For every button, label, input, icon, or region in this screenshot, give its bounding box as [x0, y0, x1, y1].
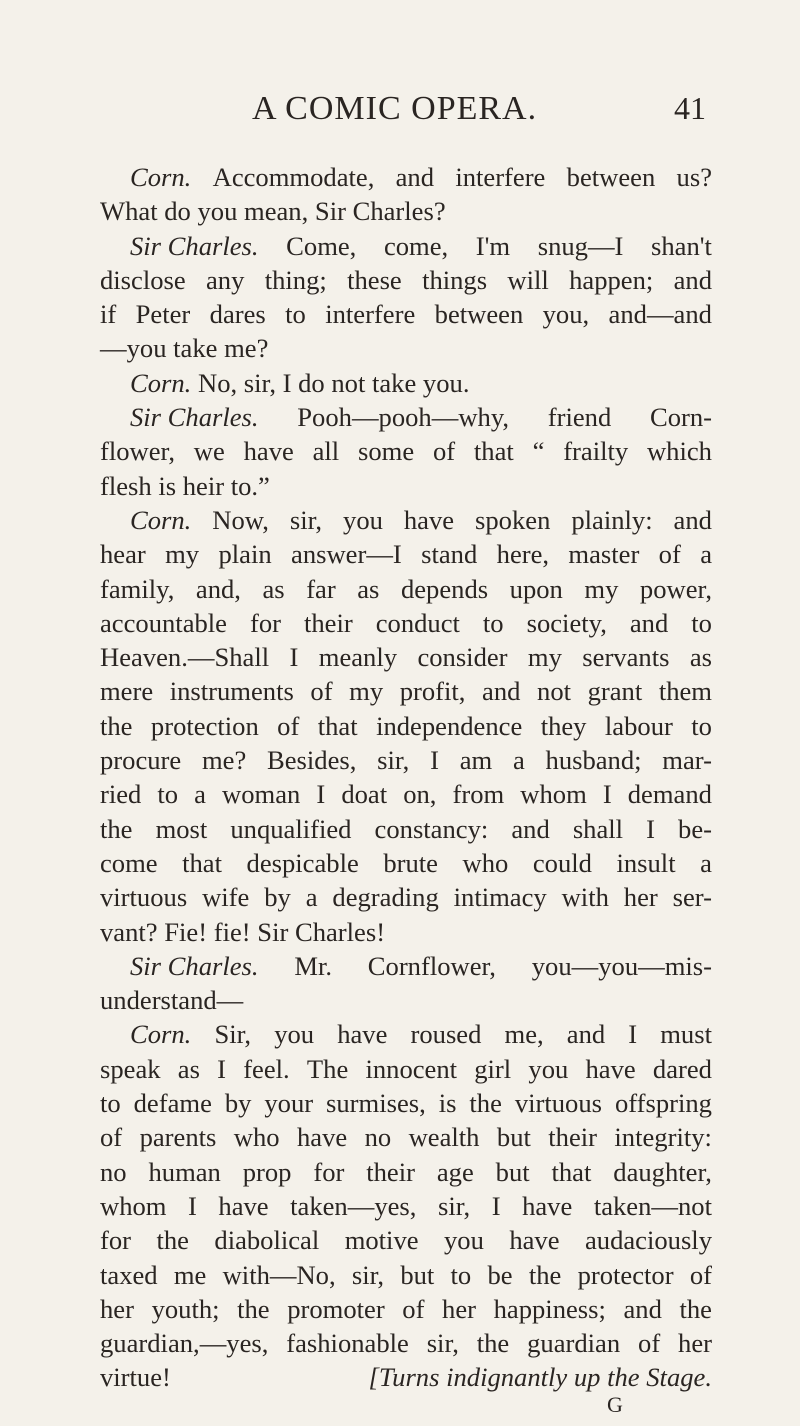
word: insult [616, 847, 676, 878]
word: not [537, 676, 571, 707]
word: sir, [351, 1259, 385, 1290]
text-line [100, 1017, 712, 1051]
word: and [623, 1293, 662, 1324]
word: mar- [662, 745, 712, 776]
word: her [100, 1293, 134, 1324]
text-line [100, 1155, 712, 1189]
word: the [156, 1225, 189, 1256]
word: who [233, 1122, 280, 1153]
word: sir, [377, 745, 410, 776]
word: youth; [151, 1293, 220, 1324]
word: have [243, 436, 294, 467]
text-line [100, 640, 712, 674]
word: Corn- [649, 402, 712, 433]
stage-direction: [Turns indignantly up the Stage. [368, 1362, 712, 1393]
word: their [366, 1156, 415, 1187]
word: your [264, 1088, 314, 1119]
word: between [566, 162, 656, 192]
line-text: What do you mean, Sir Charles? [100, 196, 446, 227]
text-line [100, 366, 712, 400]
word: depends [400, 573, 489, 604]
word: the [237, 1293, 270, 1324]
word: these [347, 264, 402, 295]
word: of [277, 710, 300, 741]
word: age [436, 1156, 474, 1187]
word: come, [383, 230, 449, 261]
word: I [316, 779, 326, 810]
word: sir, [437, 1190, 471, 1221]
word: that [473, 436, 514, 467]
word: am [459, 745, 493, 776]
word: if [100, 299, 117, 330]
text-line [100, 194, 712, 228]
speaker-name: Corn. [130, 162, 192, 192]
word: but [495, 1156, 530, 1187]
word: demand [627, 779, 712, 810]
word: conduct [375, 607, 460, 638]
word: Peter [135, 299, 191, 330]
word: here, [496, 539, 550, 570]
text-line [100, 229, 712, 263]
word: of [402, 1293, 425, 1324]
word: have [218, 1190, 269, 1221]
word: my [584, 573, 619, 604]
word: plainly: [571, 504, 653, 535]
word: her [623, 882, 658, 913]
word: and [395, 162, 435, 192]
word: all [312, 436, 340, 467]
word: by [224, 1088, 252, 1119]
word: her [678, 1328, 712, 1359]
word: whom [520, 779, 587, 810]
word: to [482, 607, 504, 638]
text-line [100, 709, 712, 743]
word: friend [547, 402, 612, 433]
speaker-name: Corn. [130, 504, 192, 535]
word: The [306, 1053, 349, 1084]
word: me? [201, 745, 247, 776]
word: I [646, 813, 655, 844]
word: prop [242, 1156, 292, 1187]
word: but [496, 1122, 531, 1153]
page-number: 41 [674, 90, 706, 126]
word: protection [150, 710, 259, 741]
word: girl [474, 1053, 512, 1084]
word: upon [509, 573, 563, 604]
word: Accommodate, [212, 162, 375, 192]
word: come [100, 847, 158, 878]
word: a [700, 539, 712, 570]
text-line [100, 1189, 712, 1223]
word: surmises, [326, 1088, 426, 1119]
text-line [100, 434, 712, 468]
word: procure [100, 745, 182, 776]
word: Cornflower, [367, 950, 496, 981]
word: and [673, 504, 712, 535]
speaker-name: Sir Charles. [130, 402, 259, 433]
text-line [100, 537, 712, 571]
word: dared [652, 1053, 712, 1084]
word: plain [218, 539, 272, 570]
word: dares [209, 299, 266, 330]
word: doat [341, 779, 388, 810]
word: grant [587, 676, 643, 707]
word: and [482, 676, 521, 707]
word: for [100, 1225, 132, 1256]
word: my [349, 676, 384, 707]
word: taxed [100, 1259, 158, 1290]
word: be [487, 1259, 513, 1290]
text-line [100, 1258, 712, 1292]
word: protector [577, 1259, 674, 1290]
text-line [100, 1086, 712, 1120]
word: any [206, 264, 245, 295]
word: me [173, 1259, 207, 1290]
word: wealth [408, 1122, 480, 1153]
word: of [658, 539, 681, 570]
word: happiness; [493, 1293, 606, 1324]
text-line [100, 880, 712, 914]
word: fashionable [286, 1328, 409, 1359]
text-line [100, 743, 712, 777]
speaker-name: Sir Charles. [130, 230, 259, 261]
word: sir, [289, 504, 323, 535]
text-line [100, 503, 712, 537]
word: a [305, 882, 318, 913]
text-line [100, 1292, 712, 1326]
word: for [313, 1156, 345, 1187]
word: from [452, 779, 505, 810]
word: as [262, 573, 285, 604]
word: and [566, 1019, 606, 1050]
word: answer—I [291, 539, 402, 570]
line-text: virtue! [100, 1362, 171, 1393]
word: my [165, 539, 200, 570]
word: power, [639, 573, 712, 604]
word: on, [403, 779, 437, 810]
text-line [100, 812, 712, 846]
word: ser- [672, 882, 712, 913]
word: ried [100, 779, 142, 810]
word: wife [202, 882, 250, 913]
word: the [100, 710, 133, 741]
text-line [100, 1223, 712, 1257]
text-line [100, 1120, 712, 1154]
word: mere [100, 676, 154, 707]
word: that [317, 710, 358, 741]
speaker-name: Sir Charles. [130, 950, 259, 981]
word: happen; [569, 264, 654, 295]
word: have [403, 504, 455, 535]
word: snug—I [537, 230, 624, 261]
word: to [691, 607, 712, 638]
word: shall [572, 813, 624, 844]
word: that [551, 1156, 592, 1187]
line-text: flesh is heir to.” [100, 470, 270, 501]
word: I'm [475, 230, 511, 261]
word: of [310, 676, 333, 707]
word: unqualified [230, 813, 352, 844]
text-line [100, 331, 712, 365]
word: of [432, 436, 456, 467]
word: by [264, 882, 291, 913]
word: have [509, 1225, 560, 1256]
word: you [444, 1225, 484, 1256]
word: I [188, 1190, 197, 1221]
word: diabolical [214, 1225, 320, 1256]
word: speak [100, 1053, 161, 1084]
speaker-name: Corn. [130, 1019, 192, 1050]
word: a [194, 779, 206, 810]
word: and—and [608, 299, 712, 330]
text-line [100, 674, 712, 708]
word: I [430, 745, 439, 776]
word: to [100, 1088, 121, 1119]
word: and, [195, 573, 241, 604]
signature-mark: G [607, 1392, 623, 1417]
word: constancy: [374, 813, 489, 844]
word: shan't [651, 230, 712, 261]
text-line [100, 263, 712, 297]
word: brute [383, 847, 438, 878]
word: the [100, 813, 133, 844]
word: offspring [614, 1088, 712, 1119]
word: of [100, 1122, 123, 1153]
word: I [491, 1190, 501, 1221]
word: them [658, 676, 712, 707]
word: Mr. [294, 950, 333, 981]
word: disclose [100, 264, 186, 295]
word: have [522, 1190, 573, 1221]
word: as [689, 642, 712, 673]
word: Besides, [267, 745, 357, 776]
word: their [548, 1122, 598, 1153]
text-line [100, 983, 712, 1017]
word: whom [100, 1190, 167, 1221]
word: I [602, 779, 612, 810]
word: parents [139, 1122, 217, 1153]
word: instruments [169, 676, 294, 707]
word: could [532, 847, 592, 878]
word: that [182, 847, 223, 878]
word: stand [421, 539, 478, 570]
text-line [100, 949, 712, 983]
text-line [100, 777, 712, 811]
word: accountable [100, 607, 227, 638]
word: Pooh—pooh—why, [297, 402, 510, 433]
word: woman [222, 779, 301, 810]
word: interfere [455, 162, 546, 192]
word: my [527, 642, 562, 673]
word: master [568, 539, 640, 570]
word: no [364, 1122, 392, 1153]
word: have [585, 1053, 636, 1084]
word: audaciously [584, 1225, 712, 1256]
word: daughter, [613, 1156, 712, 1187]
word: hear [100, 539, 146, 570]
word: the [469, 1088, 502, 1119]
word: with [561, 882, 609, 913]
line-text: vant? Fie! fie! Sir Charles! [100, 916, 386, 947]
word: have [337, 1019, 388, 1050]
word: spoken [475, 504, 551, 535]
word: and [673, 264, 712, 295]
word: you [274, 1019, 315, 1050]
text-line [100, 160, 712, 194]
word: the [476, 1328, 510, 1359]
text-line [100, 400, 712, 434]
text-line [100, 297, 712, 331]
word: labour [604, 710, 673, 741]
word: you [528, 1053, 569, 1084]
word: who [462, 847, 509, 878]
text-line [100, 1052, 712, 1086]
word: sir, [426, 1328, 459, 1359]
text-line [100, 469, 712, 503]
word: I [628, 1019, 638, 1050]
word: we [193, 436, 225, 467]
text-line [100, 572, 712, 606]
word: and [511, 813, 550, 844]
word: consider [417, 642, 508, 673]
word: of [638, 1328, 661, 1359]
word: Sir, [214, 1019, 252, 1050]
word: to [157, 779, 179, 810]
word: must [660, 1019, 712, 1050]
word: the [679, 1293, 712, 1324]
word: us? [676, 162, 712, 192]
word: society, [526, 607, 607, 638]
word: motive [344, 1225, 419, 1256]
word: virtuous [100, 882, 188, 913]
body-text [100, 160, 712, 1395]
word: family, [100, 573, 175, 604]
word: me, [504, 1019, 544, 1050]
word: profit, [399, 676, 466, 707]
word: Heaven.—Shall [100, 642, 270, 673]
word: defame [133, 1088, 212, 1119]
text-line [100, 606, 712, 640]
text-line [100, 1360, 712, 1394]
word: and [629, 607, 669, 638]
word: will [507, 264, 549, 295]
text-line [100, 846, 712, 880]
word: of [689, 1259, 712, 1290]
word: as [357, 573, 380, 604]
word: which [646, 436, 712, 467]
word: “ [532, 436, 545, 467]
word: to [285, 299, 306, 330]
word: a [512, 745, 525, 776]
word: innocent [365, 1053, 458, 1084]
word: I [217, 1053, 226, 1084]
speaker-name: Corn. [130, 367, 192, 398]
line-text: understand— [100, 985, 244, 1016]
line-text: —you take me? [100, 333, 269, 364]
word: to [691, 710, 712, 741]
word: their [304, 607, 353, 638]
word: integrity: [614, 1122, 712, 1153]
word: despicable [246, 847, 359, 878]
word: the [528, 1259, 562, 1290]
word: independence [376, 710, 523, 741]
word: no [100, 1156, 127, 1187]
word: far [306, 573, 336, 604]
word: some [358, 436, 415, 467]
text-line [100, 915, 712, 949]
word: interfere [325, 299, 416, 330]
word: frailty [563, 436, 629, 467]
word: a [700, 847, 712, 878]
word: thing; [264, 264, 327, 295]
word: virtuous [514, 1088, 602, 1119]
word: you, [542, 299, 590, 330]
word: her [442, 1293, 477, 1324]
word: husband; [545, 745, 642, 776]
word: human [148, 1156, 221, 1187]
word: I [289, 642, 299, 673]
word: things [422, 264, 488, 295]
word: feel. [243, 1053, 290, 1084]
word: between [434, 299, 524, 330]
word: taken—not [593, 1190, 712, 1221]
word: you—you—mis- [531, 950, 712, 981]
word: servants [582, 642, 670, 673]
word: intimacy [453, 882, 547, 913]
running-title: A COMIC OPERA. [252, 90, 538, 127]
word: but [400, 1259, 435, 1290]
word: guardian,—yes, [100, 1328, 269, 1359]
word: flower, [100, 436, 175, 467]
page-header [0, 90, 800, 140]
word: guardian [527, 1328, 621, 1359]
word: with—No, [222, 1259, 336, 1290]
word: meanly [318, 642, 398, 673]
word: promoter [287, 1293, 385, 1324]
word: for [249, 607, 281, 638]
word: taken—yes, [290, 1190, 417, 1221]
word: you [343, 504, 383, 535]
line-text: No, sir, I do not take you. [191, 367, 470, 398]
word: be- [678, 813, 712, 844]
word: they [540, 710, 587, 741]
word: degrading [332, 882, 439, 913]
word: is [438, 1088, 457, 1119]
word: have [296, 1122, 348, 1153]
word: most [155, 813, 208, 844]
word: to [450, 1259, 472, 1290]
word: Now, [212, 504, 269, 535]
word: as [177, 1053, 200, 1084]
word: roused [410, 1019, 482, 1050]
word: Come, [286, 230, 357, 261]
text-line [100, 1326, 712, 1360]
